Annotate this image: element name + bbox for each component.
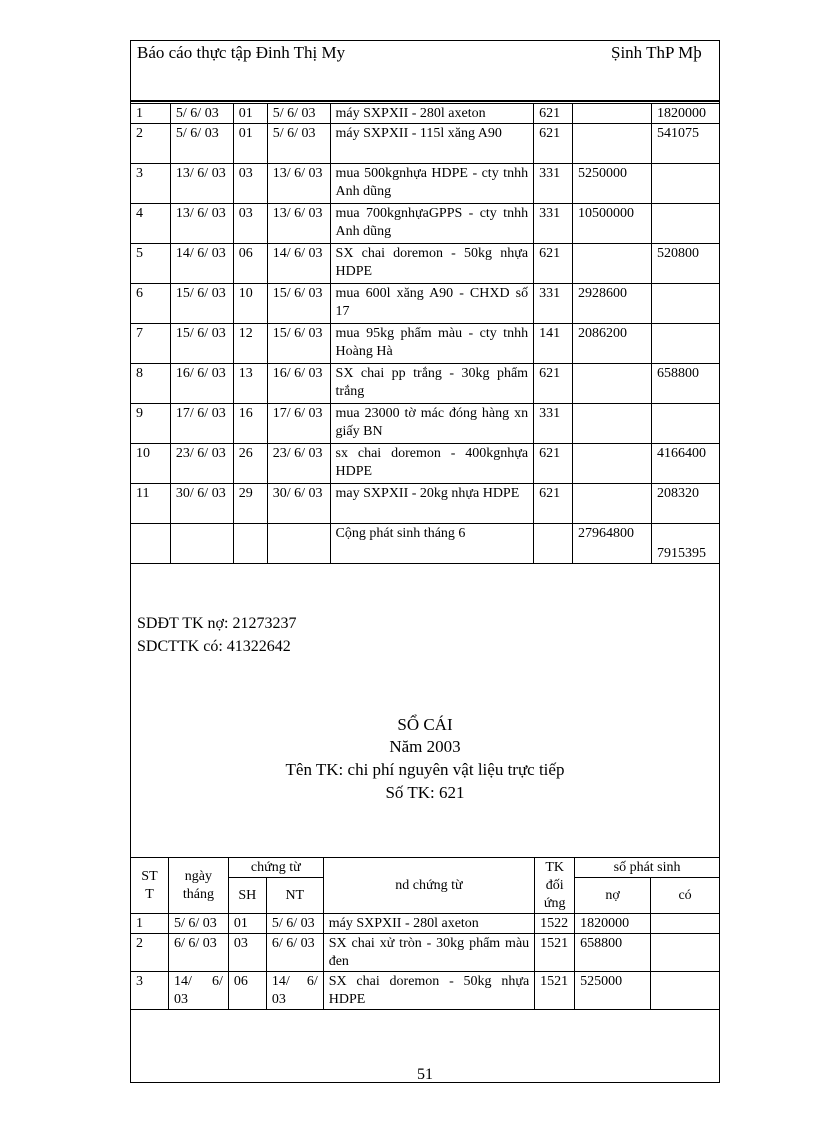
cell-sh: 01 [228, 914, 266, 934]
cell-no: 1820000 [575, 914, 651, 934]
ledger-year: Năm 2003 [389, 737, 461, 756]
cell-co [651, 404, 719, 444]
cell-co: 520800 [651, 244, 719, 284]
ledger-account-no: Số TK: 621 [385, 783, 465, 802]
cell-sh: 03 [233, 204, 267, 244]
cell-tk: 331 [534, 404, 573, 444]
header-sh: SH [228, 878, 266, 914]
table-row [131, 934, 720, 972]
cell-stt: 11 [131, 484, 171, 524]
cell-stt: 4 [131, 204, 171, 244]
table-row [131, 484, 720, 524]
header-co: có [651, 878, 720, 914]
cell-stt: 2 [131, 124, 171, 164]
cell-nt: 23/ 6/ 03 [267, 444, 330, 484]
total-label: Cộng phát sinh tháng 6 [330, 524, 534, 564]
cell-stt: 1 [131, 914, 169, 934]
cell-empty [534, 524, 573, 564]
cell-no [573, 364, 652, 404]
cell-empty [267, 524, 330, 564]
cell-no: 5250000 [573, 164, 652, 204]
cell-tk: 621 [534, 104, 573, 124]
cell-sh: 13 [233, 364, 267, 404]
cell-co: 541075 [651, 124, 719, 164]
cell-ngay: 17/ 6/ 03 [170, 404, 233, 444]
cell-nd: sx chai doremon - 400kgnhựa HDPE [330, 444, 534, 484]
table-row [131, 204, 720, 244]
cell-ngay: 13/ 6/ 03 [170, 204, 233, 244]
cell-nt: 5/ 6/ 03 [267, 124, 330, 164]
cell-sh: 01 [233, 124, 267, 164]
summary-credit: SDCTTK có: 41322642 [137, 638, 291, 655]
cell-sh: 12 [233, 324, 267, 364]
cell-ngay: 13/ 6/ 03 [170, 164, 233, 204]
cell-tk: 621 [534, 124, 573, 164]
table-row [131, 164, 720, 204]
cell-ngay: 30/ 6/ 03 [170, 484, 233, 524]
cell-nd: SX chai xử tròn - 30kg phẩm màu đen [323, 934, 534, 972]
cell-co [651, 204, 719, 244]
header-tk: TK đối ứng [535, 858, 575, 914]
cell-ngay: 5/ 6/ 03 [168, 914, 228, 934]
cell-sh: 26 [233, 444, 267, 484]
table-row [131, 324, 720, 364]
cell-nt: 5/ 6/ 03 [266, 914, 323, 934]
cell-co: 208320 [651, 484, 719, 524]
table-row [131, 404, 720, 444]
header-so-phat-sinh: số phát sinh [575, 858, 720, 878]
table-row [131, 914, 720, 934]
cell-nd: SX chai pp trắng - 30kg phẩm trắng [330, 364, 534, 404]
cell-tk: 621 [534, 244, 573, 284]
cell-stt: 3 [131, 972, 169, 1010]
cell-stt: 5 [131, 244, 171, 284]
header-left: Báo cáo thực tập Đinh Thị My [137, 43, 346, 62]
cell-no [573, 404, 652, 444]
table-row [131, 104, 720, 124]
cell-sh: 03 [233, 164, 267, 204]
cell-nt: 17/ 6/ 03 [267, 404, 330, 444]
cell-ngay: 23/ 6/ 03 [170, 444, 233, 484]
cell-tk: 621 [534, 364, 573, 404]
cell-ngay: 5/ 6/ 03 [170, 124, 233, 164]
header-no: nợ [575, 878, 651, 914]
cell-stt: 1 [131, 104, 171, 124]
cell-ngay: 15/ 6/ 03 [170, 284, 233, 324]
total-co: 7915395 [651, 524, 719, 564]
cell-stt: 8 [131, 364, 171, 404]
cell-nd: máy SXPXII - 115l xăng A90 [330, 124, 534, 164]
cell-nd: mua 600l xăng A90 - CHXD số 17 [330, 284, 534, 324]
summary-debit: SDĐT TK nợ: 21273237 [137, 615, 297, 632]
cell-no: 2086200 [573, 324, 652, 364]
header-right: Ṣinh ThP Mþ [611, 43, 702, 62]
cell-tk: 331 [534, 204, 573, 244]
table-row [131, 364, 720, 404]
cell-no [573, 104, 652, 124]
cell-sh: 10 [233, 284, 267, 324]
table-row [131, 284, 720, 324]
header-nd: nd chứng từ [323, 858, 534, 914]
ledger-table [130, 857, 720, 1010]
cell-tk: 1521 [535, 972, 575, 1010]
header-stt: ST T [131, 858, 169, 914]
cell-co [651, 164, 719, 204]
cell-no: 525000 [575, 972, 651, 1010]
cell-stt: 10 [131, 444, 171, 484]
cell-stt: 2 [131, 934, 169, 972]
cell-stt: 3 [131, 164, 171, 204]
cell-sh: 29 [233, 484, 267, 524]
cell-co: 658800 [651, 364, 719, 404]
cell-sh: 16 [233, 404, 267, 444]
cell-nt: 13/ 6/ 03 [267, 204, 330, 244]
cell-ngay: 14/ 6/ 03 [170, 244, 233, 284]
cell-no: 2928600 [573, 284, 652, 324]
total-no: 27964800 [573, 524, 652, 564]
cell-empty [131, 524, 171, 564]
cell-co [651, 284, 719, 324]
cell-nt: 16/ 6/ 03 [267, 364, 330, 404]
header-rule [130, 100, 720, 102]
cell-co [651, 972, 720, 1010]
header-ngay: ngày tháng [168, 858, 228, 914]
cell-tk: 621 [534, 484, 573, 524]
cell-nt: 14/ 6/ 03 [267, 244, 330, 284]
cell-co: 1820000 [651, 104, 719, 124]
cell-no: 658800 [575, 934, 651, 972]
cell-nd: máy SXPXII - 280l axeton [330, 104, 534, 124]
cell-nd: SX chai doremon - 50kg nhựa HDPE [330, 244, 534, 284]
cell-tk: 331 [534, 284, 573, 324]
cell-nt: 14/ 6/ 03 [266, 972, 323, 1010]
cell-no [573, 484, 652, 524]
page-number: 51 [417, 1066, 433, 1083]
cell-ngay: 16/ 6/ 03 [170, 364, 233, 404]
cell-no [573, 244, 652, 284]
table-row [131, 124, 720, 164]
cell-nd: mua 700kgnhựaGPPS - cty tnhh Anh dũng [330, 204, 534, 244]
cell-co [651, 934, 720, 972]
cell-stt: 9 [131, 404, 171, 444]
cell-nt: 30/ 6/ 03 [267, 484, 330, 524]
cell-nd: SX chai doremon - 50kg nhựa HDPE [323, 972, 534, 1010]
ledger-title: SỔ CÁI [397, 715, 453, 734]
cell-co [651, 914, 720, 934]
cell-tk: 1522 [535, 914, 575, 934]
cell-no [573, 444, 652, 484]
cell-empty [233, 524, 267, 564]
cell-ngay: 15/ 6/ 03 [170, 324, 233, 364]
cell-nd: máy SXPXII - 280l axeton [323, 914, 534, 934]
table-row [131, 244, 720, 284]
table-row [131, 444, 720, 484]
table-row [131, 972, 720, 1010]
total-row [131, 524, 720, 564]
cell-sh: 01 [233, 104, 267, 124]
cell-co: 4166400 [651, 444, 719, 484]
ledger-account-name: Tên TK: chi phí nguyên vật liệu trực tiếp [285, 760, 565, 779]
cell-nt: 15/ 6/ 03 [267, 284, 330, 324]
cell-no: 10500000 [573, 204, 652, 244]
cell-tk: 331 [534, 164, 573, 204]
cell-nt: 5/ 6/ 03 [267, 104, 330, 124]
cell-nd: mua 500kgnhựa HDPE - cty tnhh Anh dũng [330, 164, 534, 204]
cell-nt: 6/ 6/ 03 [266, 934, 323, 972]
cell-stt: 6 [131, 284, 171, 324]
cell-nt: 13/ 6/ 03 [267, 164, 330, 204]
cell-co [651, 324, 719, 364]
cell-nd: mua 95kg phẩm màu - cty tnhh Hoàng Hà [330, 324, 534, 364]
cell-nt: 15/ 6/ 03 [267, 324, 330, 364]
cell-ngay: 6/ 6/ 03 [168, 934, 228, 972]
cell-ngay: 14/ 6/ 03 [168, 972, 228, 1010]
cell-sh: 03 [228, 934, 266, 972]
cell-tk: 621 [534, 444, 573, 484]
cell-no [573, 124, 652, 164]
cell-sh: 06 [233, 244, 267, 284]
header-chung-tu: chứng từ [228, 858, 323, 878]
cell-tk: 1521 [535, 934, 575, 972]
cell-tk: 141 [534, 324, 573, 364]
cell-stt: 7 [131, 324, 171, 364]
cell-nd: may SXPXII - 20kg nhựa HDPE [330, 484, 534, 524]
header-nt: NT [266, 878, 323, 914]
cell-empty [170, 524, 233, 564]
journal-table [130, 103, 720, 564]
cell-sh: 06 [228, 972, 266, 1010]
cell-ngay: 5/ 6/ 03 [170, 104, 233, 124]
cell-nd: mua 23000 tờ mác đóng hàng xn giấy BN [330, 404, 534, 444]
